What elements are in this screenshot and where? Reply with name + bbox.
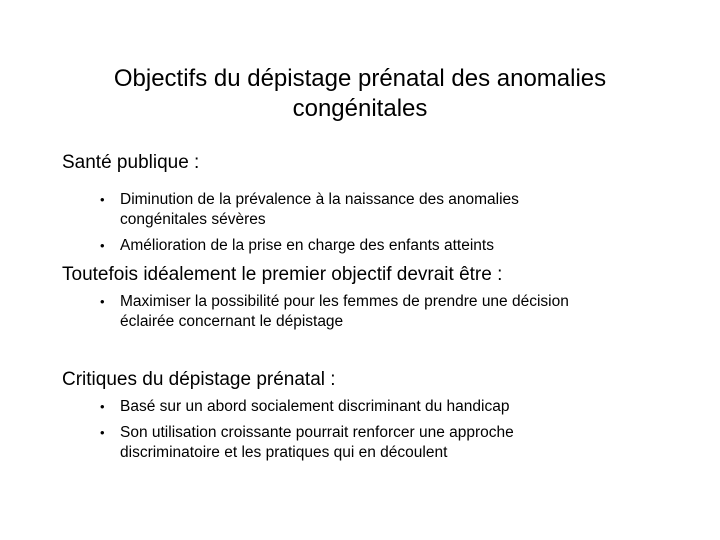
bullet-text-line: Maximiser la possibilité pour les femmes de prendre une décision	[120, 293, 569, 310]
bullet-text-line: éclairée concernant le dépistage	[120, 313, 344, 330]
bullet-text-line: Diminution de la prévalence à la naissance des anomalies	[120, 191, 519, 208]
bullet-icon: •	[100, 192, 105, 207]
bullet-list-critiques	[100, 397, 514, 469]
bullet-list-premier-objectif	[100, 292, 569, 338]
list-item	[100, 190, 519, 230]
bullet-text-line: Son utilisation croissante pourrait renforcer une approche	[120, 424, 514, 441]
list-item	[100, 236, 519, 256]
slide-title-line-2: congénitales	[292, 95, 428, 122]
bullet-text-line: Amélioration de la prise en charge des enfants atteints	[120, 237, 494, 254]
section-heading-critiques: Critiques du dépistage prénatal :	[62, 369, 336, 390]
section-heading-premier-objectif: Toutefois idéalement le premier objectif devrait être :	[62, 264, 503, 285]
bullet-text-line: Basé sur un abord socialement discriminant du handicap	[120, 398, 510, 415]
bullet-icon: •	[100, 294, 105, 309]
bullet-list-sante-publique	[100, 190, 519, 262]
bullet-text-line: discriminatoire et les pratiques qui en découlent	[120, 444, 448, 461]
list-item	[100, 397, 514, 417]
bullet-text-line: congénitales sévères	[120, 211, 266, 228]
slide-title-line-1: Objectifs du dépistage prénatal des anomalies	[113, 65, 607, 92]
list-item	[100, 292, 569, 332]
bullet-icon: •	[100, 425, 105, 440]
slide-title	[60, 64, 660, 124]
section-heading-sante-publique: Santé publique :	[62, 152, 200, 173]
bullet-icon: •	[100, 238, 105, 253]
list-item	[100, 423, 514, 463]
bullet-icon: •	[100, 399, 105, 414]
